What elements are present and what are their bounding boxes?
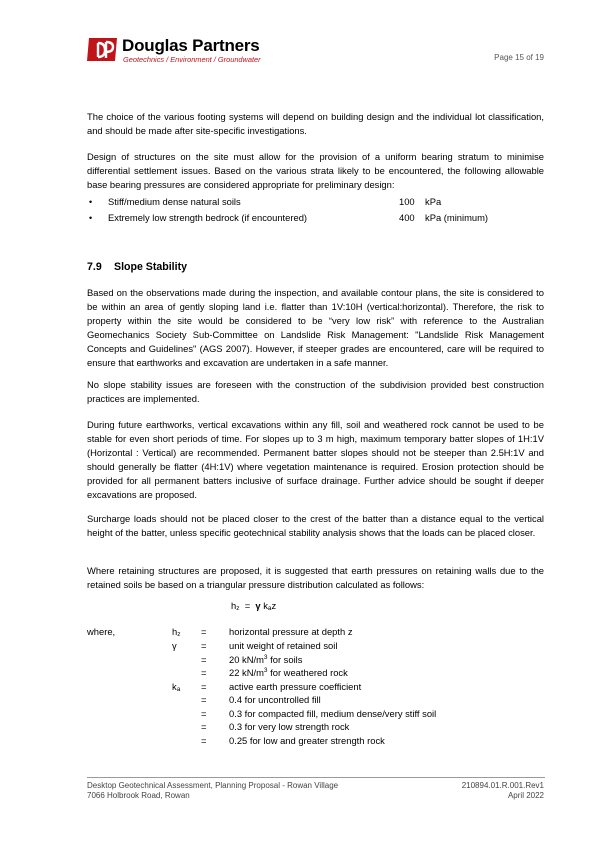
footer-address: 7066 Holbrook Road, Rowan bbox=[87, 791, 190, 800]
definition-k-very-low-rock: 0.3 for very low strength rock bbox=[229, 721, 350, 732]
footer-divider bbox=[87, 777, 545, 778]
douglas-partners-logo-icon bbox=[86, 36, 119, 63]
company-logo bbox=[86, 36, 286, 66]
definition-k-fill: 0.4 for uncontrolled fill bbox=[229, 694, 321, 705]
equals-sign: = bbox=[201, 681, 207, 692]
footer-report-number: 210894.01.R.001.Rev1 bbox=[461, 781, 544, 790]
equals-sign: = bbox=[201, 640, 207, 651]
pressure-formula: hz = γ kaz bbox=[231, 600, 277, 612]
paragraph-footing-systems: The choice of the various footing systems will depend on building design and the individual lot classification, and should be made after site-specific investigations. bbox=[87, 111, 544, 136]
list-item-value: 400 bbox=[399, 212, 415, 223]
paragraph-surcharge: Surcharge loads should not be placed closer to the crest of the batter than a distance equal to the vertical height of the batter, unless specific geotechnical stability analysis shows that the loads can be placed closer. bbox=[87, 513, 544, 538]
list-item-label: Extremely low strength bedrock (if encountered) bbox=[108, 212, 308, 223]
section-title: Slope Stability bbox=[114, 261, 187, 273]
equals-sign: = bbox=[201, 667, 207, 678]
equals-sign: = bbox=[201, 721, 207, 732]
equals-sign: = bbox=[201, 708, 207, 719]
paragraph-earthworks: During future earthworks, vertical excavations within any fill, soil and weathered rock cannot be used to be stable for even short periods of time. For slopes up to 3 m high, maximum temporary batter slopes of 1H:1V (Horizontal : Vertical) are recommended. Permanent batter slopes should not be steeper than 2.5H:1V and should generally be flatter (4H:1V) where vegetation maintenance is required. Erosion protection should be provided for all permanent batters inclusive of surface drainage. Further advice should be sought if deeper excavations are proposed. bbox=[87, 419, 544, 500]
bullet-icon: • bbox=[89, 197, 93, 207]
equals-sign: = bbox=[201, 626, 207, 637]
definition-gamma: unit weight of retained soil bbox=[229, 640, 338, 651]
paragraph-retaining: Where retaining structures are proposed, it is suggested that earth pressures on retaining walls due to the retained soils be based on a triangular pressure distribution calculated as follows: bbox=[87, 565, 544, 590]
list-item-label: Stiff/medium dense natural soils bbox=[108, 196, 241, 207]
list-item-value: 100 bbox=[399, 196, 415, 207]
symbol-h: hz bbox=[172, 626, 181, 638]
paragraph-bearing-pressures: Design of structures on the site must allow for the provision of a uniform bearing stratum to minimise differential settlement issues. Based on the various strata likely to be encountered, the following allowable base bearing pressures are considered appropriate for preliminary design: bbox=[87, 151, 544, 190]
definition-k-strong-rock: 0.25 for low and greater strength rock bbox=[229, 735, 385, 746]
equals-sign: = bbox=[201, 654, 207, 665]
where-label: where, bbox=[87, 626, 116, 637]
definition-gamma-rock: 22 $kN/m^3$ for weathered rock bbox=[229, 667, 348, 678]
paragraph-no-issues: No slope stability issues are foreseen with the construction of the subdivision provided best construction practices are implemented. bbox=[87, 379, 544, 404]
page-number: Page 15 of 19 bbox=[494, 53, 544, 62]
section-heading bbox=[87, 261, 187, 273]
definition-k-compacted: 0.3 for compacted fill, medium dense/very stiff soil bbox=[229, 708, 437, 719]
list-item-unit: kPa bbox=[425, 196, 442, 207]
footer-date: April 2022 bbox=[507, 791, 544, 800]
symbol-k: ka bbox=[172, 681, 181, 693]
section-number: 7.9 bbox=[87, 261, 102, 273]
bullet-icon: • bbox=[89, 213, 93, 223]
equals-sign: = bbox=[201, 694, 207, 705]
definition-k: active earth pressure coefficient bbox=[229, 681, 362, 692]
definition-gamma-soils: 20 $kN/m^3$ for soils bbox=[229, 654, 303, 665]
list-item-unit: kPa (minimum) bbox=[425, 212, 489, 223]
logo-name: Douglas Partners bbox=[122, 36, 260, 55]
symbol-gamma: γ bbox=[172, 640, 177, 651]
footer-project-title: Desktop Geotechnical Assessment, Planning Proposal - Rowan Village bbox=[87, 781, 339, 790]
definition-h: horizontal pressure at depth z bbox=[229, 626, 353, 637]
logo-tagline: Geotechnics / Environment / Groundwater bbox=[123, 55, 261, 64]
paragraph-site-slope: Based on the observations made during the inspection, and available contour plans, the site is considered to be within an area of gently sloping land i.e. flatter than 1V:10H (vertical:horizontal). Therefore, the risk to property within the site would be considered to be “very low risk” with reference to the Australian Geomechanics Society Sub-Committee on Landslide Risk Management: "Landslide Risk Management Concepts and Guidelines" (AGS 2007). However, if steeper grades are encountered, care will be required to ensure that earthworks and excavation are undertaken in a safe manner. bbox=[87, 287, 544, 368]
equals-sign: = bbox=[201, 735, 207, 746]
